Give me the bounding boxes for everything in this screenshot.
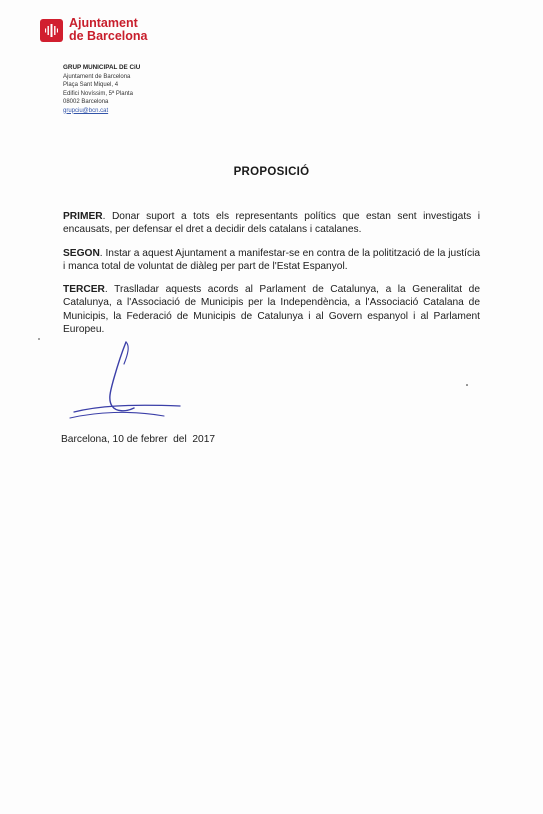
paragraph-tercer xyxy=(63,283,480,336)
paragraph-label: PRIMER xyxy=(63,211,103,222)
paragraph-label: SEGON xyxy=(63,247,100,259)
address-line: 08002 Barcelona xyxy=(63,99,109,105)
paragraph-label: TERCER xyxy=(63,284,105,296)
scan-speck xyxy=(466,384,468,386)
barcelona-shield-icon xyxy=(40,19,63,42)
sender-org: GRUP MUNICIPAL DE CiU xyxy=(63,64,141,71)
ajuntament-logo xyxy=(40,17,148,43)
paragraph-text: . Instar a aquest Ajuntament a manifestar-se en contra de la politització de la justícia i manca total de voluntat de diàleg per part de l'Estat Espanyol. xyxy=(63,247,480,272)
handwritten-signature xyxy=(68,338,188,428)
logo-line-2: de Barcelona xyxy=(69,29,148,43)
email-link[interactable]: grupciu@bcn.cat xyxy=(63,107,109,114)
document-body xyxy=(63,210,480,346)
paragraph-text: . Traslladar aquests acords al Parlament de Catalunya, a la Generalitat de Catalunya, a l'Associació de Municipis per la Independència, a l'Associació Catalana de Municipis, la Federació de Municipis de Catalunya i al Govern espanyol i al Parlament Europeu. xyxy=(63,284,480,336)
paragraph-segon xyxy=(63,247,480,274)
paragraph-text: . Donar suport a tots els representants polítics que estan sent investigats i encausats, per defensar el dret a decidir dels catalans i catalanes. xyxy=(63,211,480,236)
logo-wordmark xyxy=(69,17,148,43)
paragraph-primer xyxy=(63,210,480,237)
logo-line-1: Ajuntament xyxy=(69,16,138,30)
signing-date: Barcelona, 10 de febrer del 2017 xyxy=(61,434,216,445)
sender-address xyxy=(63,64,140,115)
address-line: Ajuntament de Barcelona xyxy=(63,73,131,80)
address-line: Plaça Sant Miquel, 4 xyxy=(63,82,119,88)
address-line: Edifici Novíssim, 5ª Planta xyxy=(63,90,133,97)
scan-speck xyxy=(38,338,40,340)
document-title: PROPOSICIÓ xyxy=(233,166,310,178)
